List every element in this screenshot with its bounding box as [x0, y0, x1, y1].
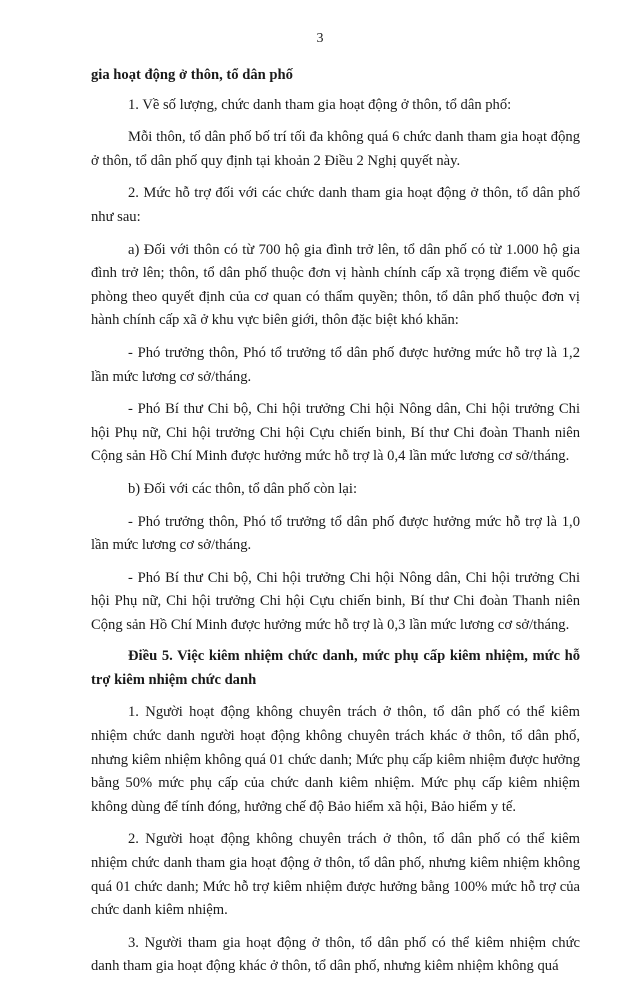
paragraph: 2. Người hoạt động không chuyên trách ở thôn, tổ dân phố có thể kiêm nhiệm chức danh tham gia hoạt động ở thôn, tổ dân phố, nhưng kiêm nhiệm không quá 01 chức danh; Mức hỗ trợ kiêm nhiệm được hưởng bằng 100% mức hỗ trợ của chức danh kiêm nhiệm.	[91, 831, 580, 919]
paragraph: 1. Về số lượng, chức danh tham gia hoạt động ở thôn, tổ dân phố:	[128, 96, 512, 113]
continued-heading: gia hoạt động ở thôn, tổ dân phố	[91, 67, 293, 83]
paragraph: 2. Mức hỗ trợ đối với các chức danh tham gia hoạt động ở thôn, tổ dân phố như sau:	[91, 185, 580, 225]
paragraph: - Phó Bí thư Chi bộ, Chi hội trưởng Chi hội Nông dân, Chi hội trưởng Chi hội Phụ nữ, Chi hội trưởng Chi hội Cựu chiến binh, Bí thư Chi đoàn Thanh niên Cộng sản Hồ Chí Minh được hưởng mức hỗ trợ là 0,4 lần mức lương cơ sở/tháng.	[91, 401, 580, 465]
paragraph: Mỗi thôn, tổ dân phố bố trí tối đa không quá 6 chức danh tham gia hoạt động ở thôn, tổ dân phố quy định tại khoản 2 Điều 2 Nghị quyết này.	[91, 129, 580, 169]
paragraph: - Phó trưởng thôn, Phó tổ trưởng tổ dân phố được hưởng mức hỗ trợ là 1,2 lần mức lương cơ sở/tháng.	[91, 344, 580, 385]
document-body	[91, 64, 580, 988]
paragraph: - Phó Bí thư Chi bộ, Chi hội trưởng Chi hội Nông dân, Chi hội trưởng Chi hội Phụ nữ, Chi hội trưởng Chi hội Cựu chiến binh, Bí thư Chi đoàn Thanh niên Cộng sản Hồ Chí Minh được hưởng mức hỗ trợ là 0,3 lần mức lương cơ sở/tháng.	[91, 569, 580, 633]
article-5-heading: Điều 5. Việc kiêm nhiệm chức danh, mức phụ cấp kiêm nhiệm, mức hỗ trợ kiêm nhiệm chức danh	[91, 648, 580, 688]
paragraph: 1. Người hoạt động không chuyên trách ở thôn, tổ dân phố có thể kiêm nhiệm chức danh người hoạt động không chuyên trách khác ở thôn, tổ dân phố, nhưng kiêm nhiệm không quá 01 chức danh; Mức phụ cấp kiêm nhiệm được hưởng bằng 50% mức phụ cấp của chức danh kiêm nhiệm. Mức phụ cấp kiêm nhiệm không dùng để tính đóng, hưởng chế độ Bảo hiểm xã hội, Bảo hiểm y tế.	[91, 704, 580, 815]
page-number: 3	[316, 31, 324, 46]
paragraph: b) Đối với các thôn, tổ dân phố còn lại:	[128, 480, 358, 497]
paragraph: a) Đối với thôn có từ 700 hộ gia đình trở lên, tổ dân phố có từ 1.000 hộ gia đình trở lên; thôn, tổ dân phố thuộc đơn vị hành chính cấp xã trọng điểm về quốc phòng theo quyết định của cơ quan có thẩm quyền; thôn, tổ dân phố thuộc đơn vị hành chính cấp xã ở khu vực biên giới, thôn đặc biệt khó khăn:	[91, 241, 580, 329]
paragraph: - Phó trưởng thôn, Phó tổ trưởng tổ dân phố được hưởng mức hỗ trợ là 1,0 lần mức lương cơ sở/tháng.	[91, 513, 580, 554]
paragraph: 3. Người tham gia hoạt động ở thôn, tổ dân phố có thể kiêm nhiệm chức danh tham gia hoạt động khác ở thôn, tổ dân phố, nhưng kiêm nhiệm không quá	[91, 934, 580, 975]
